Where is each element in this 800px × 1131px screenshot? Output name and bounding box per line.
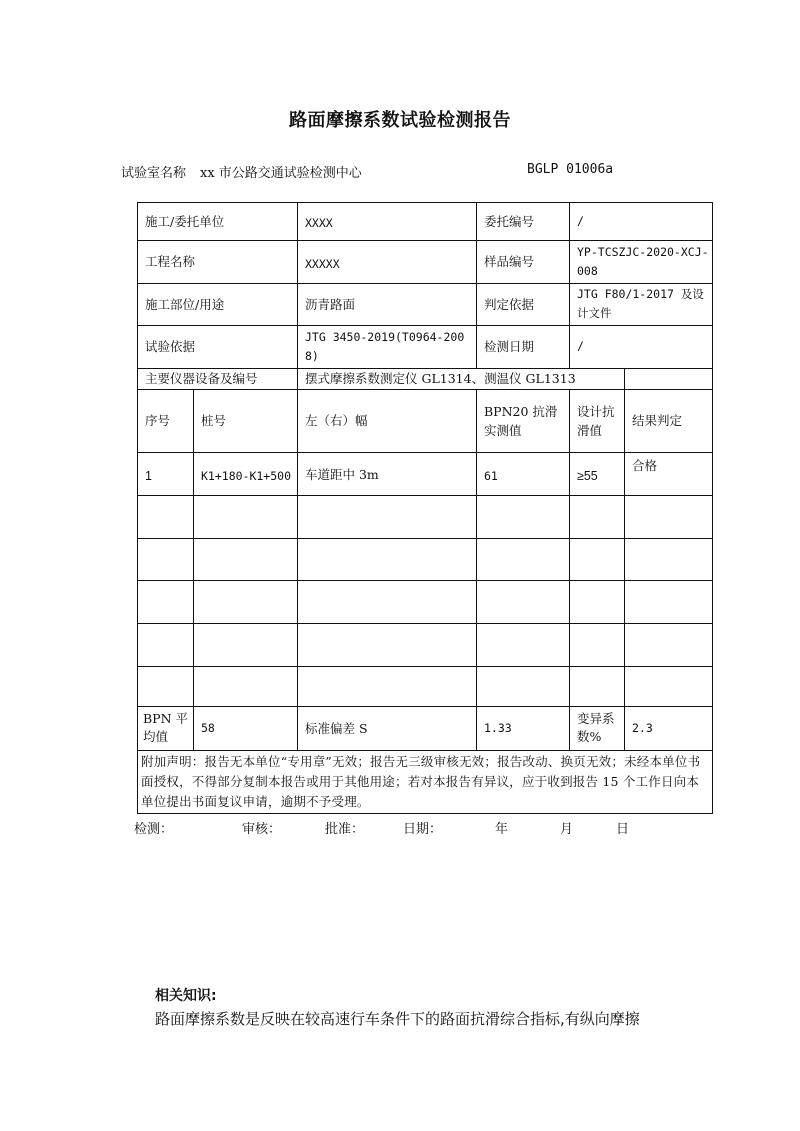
row1-result: 合格 (632, 457, 658, 473)
table-rule (193, 389, 194, 706)
cv-label: 变异系数% (577, 711, 615, 744)
sign-month: 月 (560, 822, 574, 837)
criteria-label: 判定依据 (484, 296, 535, 312)
equipment-value: 摆式摩擦系数测定仪 GL1314、测温仪 GL1313 (305, 371, 576, 386)
sign-date: 日期： (403, 822, 443, 837)
sign-test: 检测： (134, 822, 174, 837)
row1-station: K1+180-K1+500 (201, 469, 292, 483)
site-label: 施工部位/用途 (145, 296, 225, 312)
table-rule (297, 368, 298, 389)
basis-value: JTG 3450-2019(T0964-2008) (305, 329, 465, 363)
sample-no-value: YP-TCSZJC-2020-XCJ-008 (577, 244, 709, 278)
table-rule (624, 368, 625, 389)
sign-approve: 批准： (325, 822, 365, 837)
report-title: 路面摩擦系数试验检测报告 (289, 110, 511, 131)
equipment-label: 主要仪器设备及编号 (145, 371, 258, 386)
disclaimer-note: 附加声明：报告无本单位“专用章”无效；报告无三级审核无效；报告改动、换页无效；未经本单位书面授权，不得部分复制本报告或用于其他用途；若对本报告有异议，应于收到报告 15 个工作日向本单位提出书面复议申请，逾期不予受理。 (141, 754, 701, 809)
table-rule (137, 623, 713, 624)
std-value: 1.33 (484, 720, 512, 735)
date-value: / (577, 339, 584, 353)
table-rule (297, 202, 298, 368)
row1-design: ≥55 (577, 469, 598, 483)
date-label: 检测日期 (484, 339, 535, 354)
col-design: 设计抗滑值 (577, 403, 615, 438)
col-result: 结果判定 (632, 413, 683, 428)
table-rule (297, 706, 298, 750)
knowledge-heading: 相关知识: (155, 988, 217, 1004)
mean-value: 58 (201, 720, 215, 735)
criteria-value: JTG F80/1-2017 及设计文件 (577, 287, 704, 320)
col-lane: 左（右）幅 (305, 413, 368, 428)
row1-lane: 车道距中 3m (305, 467, 379, 482)
site-value: 沥青路面 (305, 296, 356, 312)
table-rule (624, 389, 625, 706)
table-rule (476, 202, 477, 368)
lab-name: xx 市公路交通试验检测中心 (200, 166, 362, 181)
std-label: 标准偏差 S (305, 720, 368, 736)
table-rule (476, 706, 477, 750)
row1-bpn: 61 (484, 469, 498, 483)
table-rule (569, 706, 570, 750)
table-rule (137, 580, 713, 581)
table-rule (569, 202, 570, 368)
table-rule (137, 666, 713, 667)
knowledge-text: 路面摩擦系数是反映在较高速行车条件下的路面抗滑综合指标,有纵向摩擦 (155, 1010, 640, 1028)
entrust-no-label: 委托编号 (484, 213, 535, 229)
project-value: XXXXX (305, 257, 340, 271)
table-rule (476, 389, 477, 706)
lab-label: 试验室名称 (121, 166, 187, 181)
unit-label: 施工/委托单位 (145, 213, 225, 229)
row1-seq: 1 (145, 469, 152, 483)
col-seq: 序号 (145, 413, 171, 428)
document-code: BGLP 01006a (527, 162, 614, 177)
col-station: 桩号 (201, 413, 227, 428)
sample-no-label: 样品编号 (484, 254, 535, 269)
sign-year: 年 (495, 822, 509, 837)
table-rule (193, 706, 194, 750)
lab-line (121, 162, 362, 181)
table-rule (624, 706, 625, 750)
table-rule (137, 750, 713, 751)
col-bpn: BPN20 抗滑实测值 (484, 403, 558, 438)
table-rule (137, 538, 713, 539)
cv-value: 2.3 (632, 720, 653, 735)
sign-day: 日 (616, 822, 630, 837)
project-label: 工程名称 (145, 254, 196, 269)
entrust-no-value: / (577, 213, 584, 228)
table-rule (569, 389, 570, 706)
basis-label: 试验依据 (145, 339, 196, 354)
mean-label: BPN 平均值 (143, 711, 189, 744)
unit-value: XXXX (305, 215, 333, 230)
table-rule (297, 389, 298, 706)
sign-review: 审核： (242, 822, 282, 837)
